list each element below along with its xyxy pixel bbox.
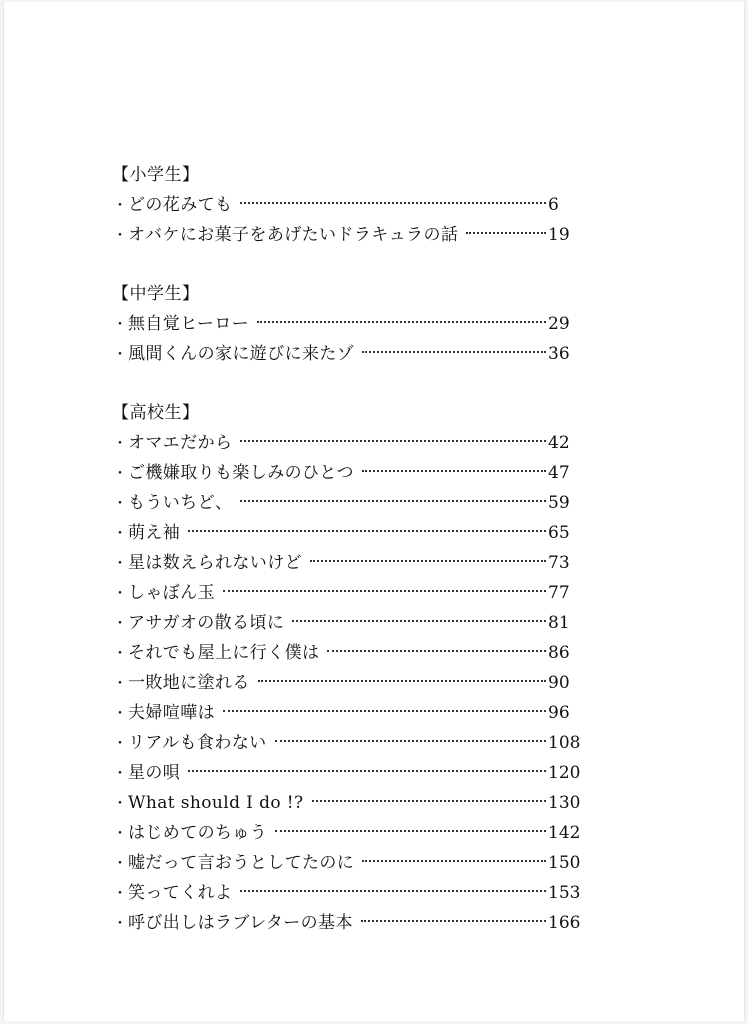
entry-title: はじめてのちゅう [128, 823, 268, 843]
bullet-marker: ・ [113, 886, 127, 902]
table-of-contents [112, 160, 582, 938]
entry-title: 星は数えられないけど [128, 553, 302, 573]
entry-list [112, 428, 582, 938]
dot-leader [188, 530, 546, 532]
bullet-marker: ・ [113, 856, 127, 872]
toc-entry [112, 728, 582, 758]
page-number: 130 [548, 793, 581, 813]
toc-entry [112, 878, 582, 908]
toc-section [112, 279, 582, 369]
entry-title: どの花みても [128, 195, 233, 215]
bullet-marker: ・ [113, 526, 127, 542]
page-number: 150 [548, 853, 581, 873]
dot-leader [257, 321, 546, 323]
entry-title: オバケにお菓子をあげたいドラキュラの話 [128, 225, 459, 245]
toc-entry [112, 220, 582, 250]
bullet-marker: ・ [113, 646, 127, 662]
page-number: 166 [548, 913, 581, 933]
section-heading: 【中学生】 [112, 284, 200, 304]
bullet-marker: ・ [113, 496, 127, 512]
toc-entry [112, 848, 582, 878]
toc-entry [112, 788, 582, 818]
bullet-marker: ・ [113, 436, 127, 452]
page-number: 108 [548, 733, 581, 753]
page-number: 42 [548, 433, 570, 453]
toc-entry [112, 548, 582, 578]
dot-leader [275, 830, 546, 832]
page-number: 86 [548, 643, 570, 663]
toc-entry [112, 758, 582, 788]
entry-list [112, 309, 582, 369]
dot-leader [362, 470, 546, 472]
page-number: 73 [548, 553, 570, 573]
toc-section [112, 398, 582, 938]
entry-title: それでも屋上に行く僕は [128, 643, 320, 663]
entry-title: リアルも食わない [128, 733, 267, 753]
page-number: 142 [548, 823, 581, 843]
bullet-marker: ・ [113, 736, 127, 752]
page-number: 6 [548, 195, 559, 215]
bullet-marker: ・ [113, 616, 127, 632]
toc-entry [112, 458, 582, 488]
bullet-marker: ・ [113, 826, 127, 842]
page-number: 96 [548, 703, 570, 723]
entry-title: 萌え袖 [128, 523, 181, 543]
dot-leader [292, 620, 546, 622]
dot-leader [312, 800, 546, 802]
toc-entry [112, 668, 582, 698]
bullet-marker: ・ [113, 796, 127, 812]
toc-entry [112, 638, 582, 668]
entry-title: ご機嫌取りも楽しみのひとつ [128, 463, 354, 483]
bullet-marker: ・ [113, 706, 127, 722]
entry-title: アサガオの散る頃に [128, 613, 285, 633]
page-number: 120 [548, 763, 581, 783]
dot-leader [240, 440, 546, 442]
bullet-marker: ・ [113, 347, 127, 363]
page-number: 65 [548, 523, 570, 543]
bullet-marker: ・ [113, 228, 127, 244]
toc-entry [112, 608, 582, 638]
page-number: 81 [548, 613, 570, 633]
dot-leader [310, 560, 546, 562]
toc-entry [112, 518, 582, 548]
dot-leader [362, 860, 546, 862]
entry-title: What should I do !? [128, 793, 304, 813]
toc-entry [112, 908, 582, 938]
entry-title: しゃぼん玉 [128, 583, 215, 603]
toc-entry [112, 488, 582, 518]
toc-entry [112, 190, 582, 220]
bullet-marker: ・ [113, 556, 127, 572]
dot-leader [258, 680, 546, 682]
toc-entry [112, 339, 582, 369]
entry-title: 無自覚ヒーロー [128, 314, 250, 334]
bullet-marker: ・ [113, 766, 127, 782]
dot-leader [362, 351, 546, 353]
dot-leader [466, 232, 546, 234]
page-number: 90 [548, 673, 570, 693]
dot-leader [240, 202, 546, 204]
dot-leader [327, 650, 546, 652]
dot-leader [240, 890, 546, 892]
entry-title: 笑ってくれよ [128, 883, 233, 903]
dot-leader [275, 740, 546, 742]
page-number: 29 [548, 314, 570, 334]
section-heading: 【高校生】 [112, 403, 200, 423]
dot-leader [188, 770, 546, 772]
section-heading: 【小学生】 [112, 165, 200, 185]
toc-entry [112, 578, 582, 608]
dot-leader [223, 710, 546, 712]
page-number: 36 [548, 344, 570, 364]
entry-list [112, 190, 582, 250]
entry-title: もういちど、 [128, 493, 233, 513]
dot-leader [361, 920, 546, 922]
entry-title: 嘘だって言おうとしてたのに [128, 853, 355, 873]
entry-title: 一敗地に塗れる [128, 673, 250, 693]
dot-leader [240, 500, 546, 502]
toc-section [112, 160, 582, 250]
bullet-marker: ・ [113, 317, 127, 333]
page-number: 59 [548, 493, 570, 513]
entry-title: 呼び出しはラブレターの基本 [128, 913, 353, 933]
bullet-marker: ・ [113, 586, 127, 602]
toc-entry [112, 698, 582, 728]
page-number: 77 [548, 583, 570, 603]
toc-entry [112, 309, 582, 339]
entry-title: オマエだから [128, 433, 233, 453]
bullet-marker: ・ [113, 466, 127, 482]
document-page [3, 2, 745, 1021]
page-number: 153 [548, 883, 581, 903]
bullet-marker: ・ [113, 198, 127, 214]
entry-title: 風間くんの家に遊びに来たゾ [128, 344, 355, 364]
bullet-marker: ・ [113, 916, 127, 932]
entry-title: 星の唄 [128, 763, 181, 783]
page-number: 19 [548, 225, 570, 245]
toc-entry [112, 818, 582, 848]
dot-leader [223, 590, 546, 592]
entry-title: 夫婦喧嘩は [128, 703, 215, 723]
toc-entry [112, 428, 582, 458]
bullet-marker: ・ [113, 676, 127, 692]
page-number: 47 [548, 463, 570, 483]
